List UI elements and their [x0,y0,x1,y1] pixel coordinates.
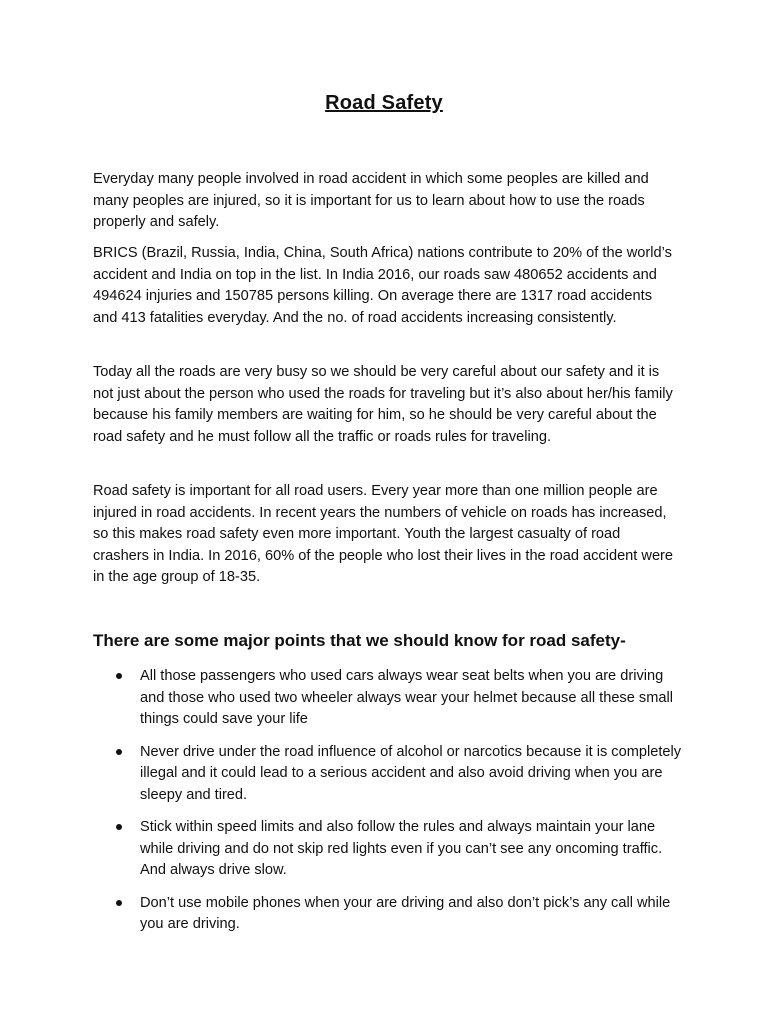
bullet-item [93,666,683,731]
bullet-item [93,893,683,936]
bullet-item [93,742,683,807]
bullet-text: Stick within speed limits and also follow the rules and always maintain your lane while driving and do not skip red lights even if you can’t see any oncoming traffic. And always drive slow. [140,819,663,878]
paragraph-brics-statistics: BRICS (Brazil, Russia, India, China, South Africa) nations contribute to 20% of the world’s accident and India on top in the list. In India 2016, our roads saw 480652 accidents and 494624 injuries and 150785 persons killing. On average there are 1317 road accidents and 413 fatalities everyday. And the no. of road accidents increasing consistently. [93,245,672,326]
bullet-list [93,666,683,947]
bullet-item [93,817,683,882]
paragraph-busy-roads: Today all the roads are very busy so we should be very careful about our safety and it is not just about the person who used the roads for traveling but it’s also about her/his family because his family members are waiting for him, so he should be very careful about the road safety and he must follow all the traffic or roads rules for traveling. [93,364,673,445]
paragraph-importance: Road safety is important for all road users. Every year more than one million people are injured in road accidents. In recent years the numbers of vehicle on roads has increased, so this makes road safety even more important. Youth the largest casualty of road crashers in India. In 2016, 60% of the people who lost their lives in the road accident were in the age group of 18-35. [93,483,674,585]
bullet-icon [116,673,122,679]
document-title: Road Safety [325,92,443,114]
bullet-icon [116,900,122,906]
bullet-icon [116,749,122,755]
bullet-text: All those passengers who used cars always wear seat belts when you are driving and those who used two wheeler always wear your helmet because all these small things could save your life [140,668,673,727]
bullet-text: Don’t use mobile phones when your are driving and also don’t pick’s any call while you are driving. [140,894,671,932]
bullet-text: Never drive under the road influence of alcohol or narcotics because it is completely illegal and it could lead to a serious accident and also avoid driving when you are sleepy and tired. [140,743,682,803]
section-heading: There are some major points that we should know for road safety- [93,631,626,650]
paragraph-intro: Everyday many people involved in road accident in which some peoples are killed and many peoples are injured, so it is important for us to learn about how to use the roads properly and safely. [93,171,649,230]
bullet-icon [116,824,122,830]
